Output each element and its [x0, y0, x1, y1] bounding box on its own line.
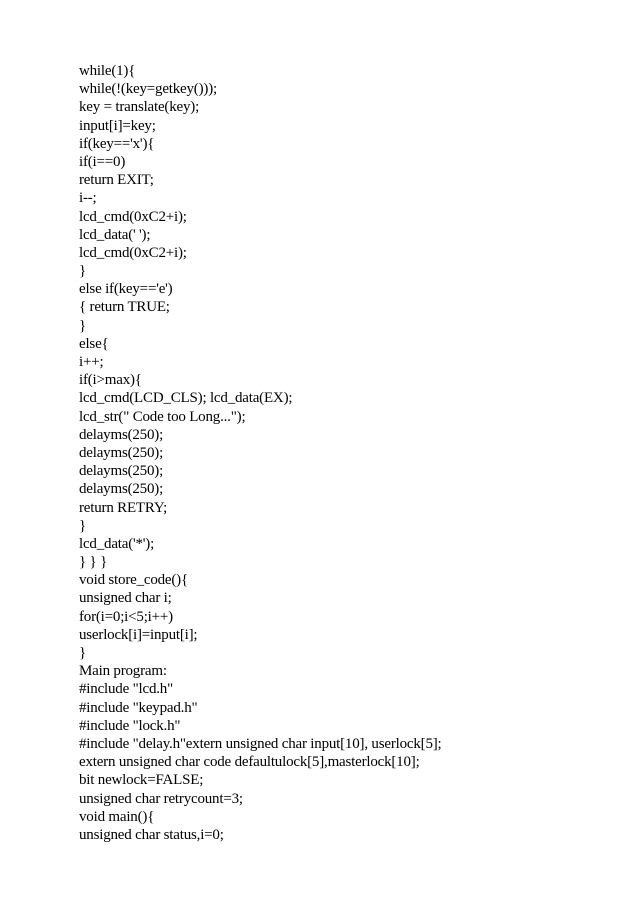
code-line: delayms(250); — [79, 463, 164, 480]
code-line: i++; — [79, 354, 104, 370]
code-line: } } } — [79, 554, 108, 571]
code-line: while(1){ — [79, 63, 136, 79]
code-line: unsigned char status,i=0; — [79, 826, 224, 843]
code-line: #include "delay.h"extern unsigned char input[10], userlock[5]; — [79, 735, 442, 752]
code-line: #include "lock.h" — [79, 717, 181, 734]
code-line: } — [79, 263, 86, 280]
code-line: unsigned char retrycount=3; — [79, 790, 243, 807]
code-line: if(i==0) — [79, 153, 126, 170]
code-listing — [79, 62, 619, 844]
code-line: while(!(key=getkey())); — [79, 81, 217, 98]
code-line: input[i]=key; — [79, 117, 156, 134]
code-line: return EXIT; — [79, 172, 154, 189]
code-line: lcd_data('*'); — [79, 535, 155, 552]
code-line: bit newlock=FALSE; — [79, 772, 204, 789]
code-line: void store_code(){ — [79, 572, 188, 589]
code-line: lcd_cmd(LCD_CLS); lcd_data(EX); — [79, 390, 293, 407]
code-line: #include "keypad.h" — [79, 699, 198, 716]
code-line: delayms(250); — [79, 444, 164, 461]
code-line: key = translate(key); — [79, 99, 200, 116]
code-line: } — [79, 645, 86, 661]
section-heading: Main program: — [79, 663, 167, 680]
code-line: lcd_cmd(0xC2+i); — [79, 244, 187, 261]
code-line: else{ — [79, 335, 109, 352]
code-line: } — [79, 317, 86, 334]
code-line: void main(){ — [79, 808, 155, 825]
code-line: delayms(250); — [79, 481, 164, 498]
code-line: } — [79, 517, 86, 534]
code-line: lcd_cmd(0xC2+i); — [79, 208, 187, 225]
code-line: userlock[i]=input[i]; — [79, 626, 198, 643]
code-line: else if(key=='e') — [79, 281, 173, 298]
code-line: lcd_data(' '); — [79, 226, 151, 243]
code-line: if(key=='x'){ — [79, 135, 155, 152]
code-line: extern unsigned char code defaultulock[5],masterlock[10]; — [79, 754, 420, 771]
code-line: { return TRUE; — [79, 299, 170, 316]
code-line: delayms(250); — [79, 426, 164, 443]
code-line: lcd_str(" Code too Long..."); — [79, 408, 246, 425]
code-line: i--; — [79, 190, 97, 207]
code-line: if(i>max){ — [79, 372, 142, 389]
code-line: unsigned char i; — [79, 590, 172, 607]
code-line: for(i=0;i<5;i++) — [79, 608, 173, 625]
code-line: return RETRY; — [79, 499, 168, 516]
code-line: #include "lcd.h" — [79, 681, 174, 698]
